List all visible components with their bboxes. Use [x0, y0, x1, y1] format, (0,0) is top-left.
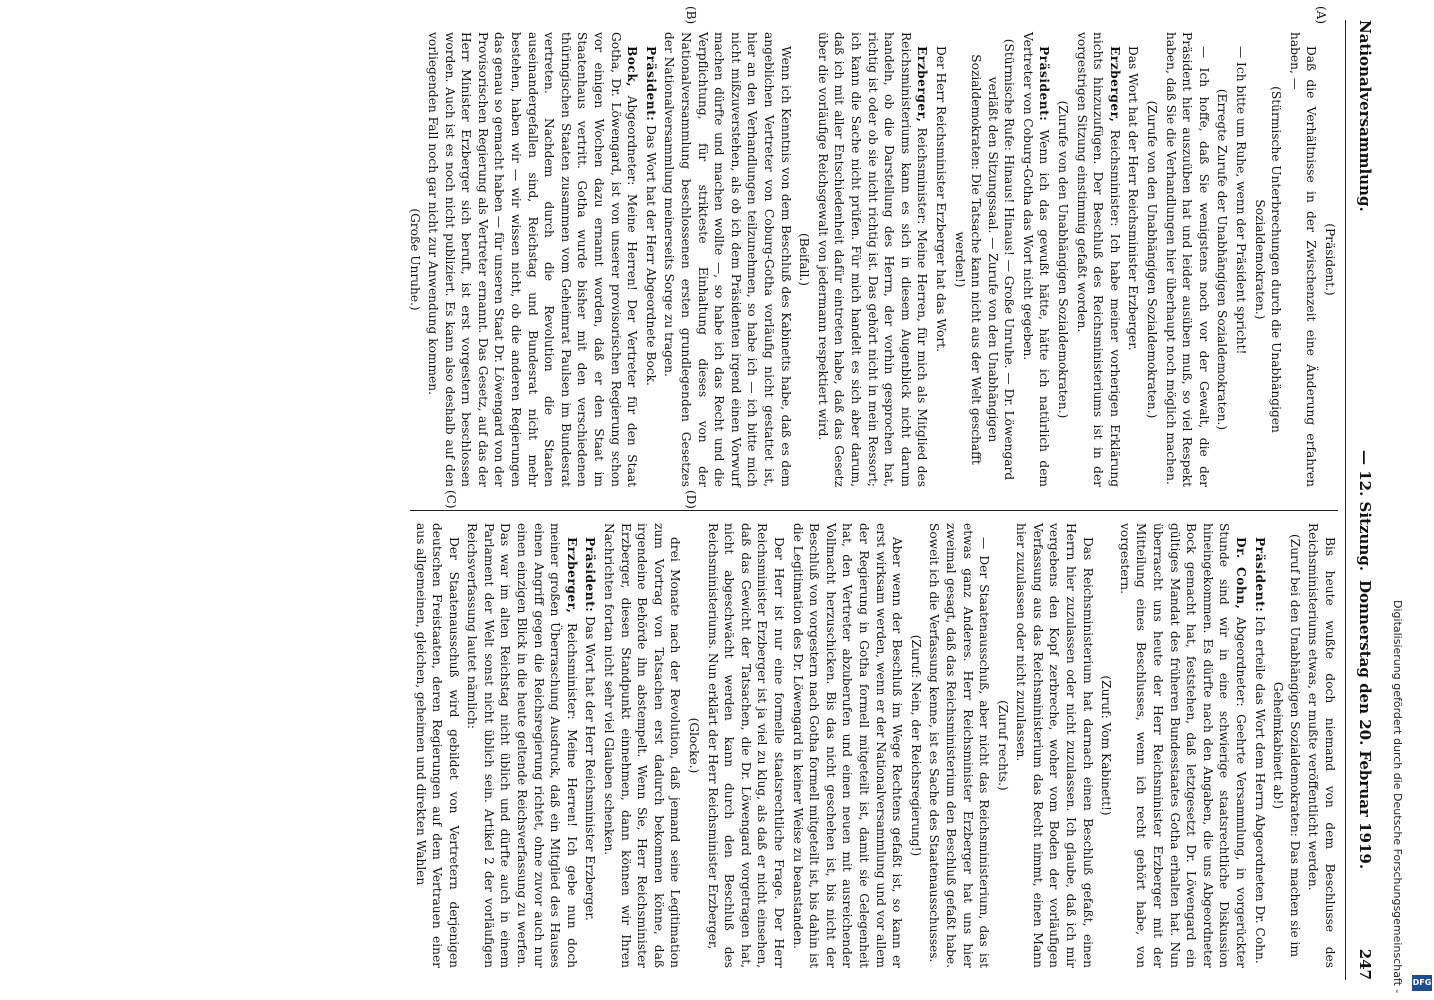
left-column — [404, 32, 1338, 487]
speech-text: Abgeordneter: Geehrte Versammlung, in vorgerückter Stunde sind wir in eine schwierige staatsrechtliche Diskussion hineingekommen. Es dürfte nach den Angaben, die uns Abgeordneter Bock gemacht hat, feststehen, daß letztgesetzt Dr. Löwengard ein gültiges Mandat des früheren Bundesstaates Gotha erhalten hat. Nun überrascht uns heute der Herr Reichsminister Erzberger mit der Mitteilung eines Beschlusses, wenn ich recht gehört habe, von vorgestern. — [1117, 523, 1249, 969]
stage-direction: (Große Unruhe.) — [407, 208, 422, 311]
stage-direction: (Stürmische Unterbrechungen durch die Unabhängigen Sozialdemokraten.) — [1252, 86, 1284, 433]
speaker-name: Erzberger, — [915, 46, 930, 123]
stage-direction: (Zurufe von den Unabhängigen Sozialdemokraten.) — [1056, 100, 1071, 419]
speaker-name: Dr. Cohn, — [1234, 537, 1249, 610]
page-number: 247 — [1356, 948, 1374, 980]
text-paragraph: Wenn ich Kenntnis von dem Beschluß des Kabinetts habe, daß es dem angeblichen Vertreter von Coburg-Gotha vorläufig nicht gestattet ist, hier an den Verhandlungen teilzunehmen, so habe ich — ich bitte mich nicht mißzuverstehen, als ob ich dem Präsidenten irgend einen Vorwurf machen dürfte und machen wollte —, so habe ich das Recht und die Verpflichtung, für strikteste Einhaltung dieses von der Nationalversammlung beschlossenen ersten grundlegenden Gesetzes der Nationalversammlung meinerseits Sorge zu tragen. — [662, 32, 793, 487]
speech-paragraph — [1019, 32, 1052, 487]
speaker-name: Erzberger, — [564, 537, 579, 614]
speech-paragraph — [425, 32, 641, 487]
header-session: — 12. Sitzung. — [1356, 450, 1374, 572]
speech-text: Reichsminister: Ich habe meiner vorherigen Erklärung nichts hinzuzufügen. Der Beschluß des Reichsministeriums ist in der vorgestrigen Sitzung einstimmig gefaßt worden. — [1074, 32, 1122, 487]
speech-paragraph — [1073, 32, 1123, 487]
stage-direction: (Präsident.) — [1323, 223, 1337, 296]
text-paragraph: Aber wenn der Beschluß im Wege Rechtens gefaßt ist, so kann er erst wirksam werden, wenn er der Nationalversammlung und vor allem der Regierung in Gotha formell mitgeteilt ist, damit sie Gelegenheit hat, den Vertreter abzuberufen und einen neuen mit ausreichender Vollmacht herzuschicken. Bis das nicht geschehen ist, bis nicht der Beschluß von vorgestern nach Gotha formell mitgeteilt ist, bis dahin ist die Legitimation des Dr. Löwengard in keiner Weise zu beanstanden. — [790, 523, 905, 968]
margin-mark-b: (B) — [684, 6, 698, 25]
speech-text: Das Wort hat der Herr Reichsminister Erzberger. — [583, 612, 598, 921]
text-paragraph: Daß die Verhältnisse in der Zwischenzeit eine Änderung erfahren haben, — — [1287, 32, 1319, 487]
speaker-name: Präsident: — [1037, 46, 1052, 122]
stage-direction: (Zurufe von den Unabhängigen Sozialdemokraten.) — [1145, 100, 1160, 419]
margin-mark-a: (A) — [1314, 6, 1328, 25]
text-paragraph: Bis heute wußte doch niemand von dem Beschlusse des Reichsministeriums etwas, er mußte veröffentlicht werden. — [1306, 523, 1337, 968]
text-paragraph: Der Staatenausschuß wird gebildet von Vertretern derjenigen deutschen Freistaaten, deren Regierungen auf dem Vertrauen einer aus allgemeinen, gleichen, geheimen und direkten Wahlen — [413, 523, 461, 968]
stage-direction: (Erregte Zurufe der Unabhängigen Sozialdemokraten.) — [1215, 88, 1230, 431]
speech-paragraph — [464, 523, 580, 968]
dfg-logo: DFG — [1412, 975, 1432, 991]
margin-mark-d: (D) — [684, 490, 698, 509]
text-paragraph: Das Wort hat der Herr Reichsminister Erzberger. — [1126, 46, 1141, 351]
header-date: Donnerstag den 20. Februar 1919. — [1356, 580, 1374, 870]
speaker-name: Erzberger, — [1107, 46, 1122, 123]
text-paragraph: Das Reichsministerium hat darnach einen Beschluß gefaßt, einen Herrn hier zuzulassen oder nicht zuzulassen. Ich glaube, daß ich mir vergebens den Kopf zerbreche, woher vom Boden der vorläufigen Verfassung aus das Reichsministerium das Recht nimmt, einen Mann hier zuzulassen oder nicht zuzulassen. — [1014, 523, 1095, 968]
speech-paragraph — [642, 32, 659, 487]
speech-paragraph — [1116, 523, 1249, 968]
stage-direction: (Zuruf rechts.) — [995, 700, 1010, 791]
page-header — [1345, 20, 1386, 980]
stage-direction: (Stürmische Rufe: Hinaus! Hinaus! — Große Unruhe. — Dr. Löwengard verläßt den Sitzungssaal. — Zurufe von den Unabhängigen Sozialdemokraten: Die Tatsache kann nicht aus der Welt geschafft werden!) — [952, 38, 1017, 481]
speech-paragraph — [814, 32, 930, 487]
digitization-note: Digitalisierung gefördert durch die Deutsche Forschungsgemeinschaft - — [1391, 600, 1404, 994]
speaker-name: Bock, — [625, 46, 640, 88]
text-paragraph: — Ich hoffe, daß Sie wenigstens noch vor der Gewalt, die der Präsident hier auszuüben hat und leider ausüben muß, so viel Respekt haben, daß Sie die Verhandlungen hier überhaupt noch möglich machen. — [1163, 32, 1211, 487]
text-paragraph: — Ich bitte um Ruhe, wenn der Präsident spricht! — [1234, 46, 1249, 355]
text-paragraph: Der Herr ist nur eine formelle staatsrechtliche Frage. Der Herr Reichsminister Erzberger ist ja viel zu klug, als daß er nicht einsehen, daß das Gewicht der Tatsachen, die Dr. Löwengard vorgetragen hat, nicht abgeschwächt werden kann durch den Beschluß des Reichsministeriums. Nun erklärt der Herr Reichsminister Erzberger, — [705, 523, 786, 968]
speech-text: Das Wort hat der Herr Abgeordnete Bock. — [643, 121, 658, 386]
text-paragraph: drei Monate nach der Revolution, daß jemand seine Legitimation zum Vortrag von Tatsachen erst dadurch bekommen könne, daß irgendeine Behörde ihn abstempelt. Wenn Sie, Herr Reichsminister Erzberger, diesen Standpunkt einnehmen, dann können wir Ihren Nachrichten fortan nicht sehr viel Glauben schenken. — [602, 523, 683, 968]
speech-text: Abgeordneter: Meine Herren! Der Vertreter für den Staat Gotha, Dr. Löwengard, ist von unserer provisorischen Regierung schon vor einigen Wochen dazu ernannt worden, daß er den Staat im Staatenhaus vertritt. Gotha wurde bisher mit den verschiedenen thüringischen Staaten zusammen vom Geheimrat Paulsen im Bundesrat vertreten. Nachdem durch die Revolution die Staaten auseinandergefallen sind, Reichstag und Bundesrat nicht mehr bestehen, haben wir — wir wissen nicht, ob die anderen Regierungen das genau so gemacht haben — für unseren Staat Dr. Löwengard von der Provisorischen Regierung als Vertreter ernannt. Das Gesetz, auf das der Herr Minister Erzberger sich beruft, ist erst vorgestern beschlossen worden. Auch ist es noch nicht publiziert. Es kann also deshalb auf den vorliegenden Fall noch gar nicht zur Anwendung kommen. — [426, 32, 640, 487]
text-paragraph: Der Herr Reichsminister Erzberger hat das Wort. — [933, 46, 948, 352]
speech-text: Ich erteile das Wort dem Herrn Abgeordneten Dr. Cohn. — [1252, 612, 1267, 964]
stage-direction: (Zuruf: Vom Kabinett!) — [1099, 675, 1114, 816]
text-paragraph: — Der Staatenausschuß, aber nicht das Reichsministerium, das ist etwas ganz Anderes. Herr Reichsminister Erzberger hat uns hier zweimal gesagt, daß das Reichsministerium den Beschluß gefaßt habe. Soweit ich die Verfassung kenne, ist es Sache des Staatenausschusses. — [927, 523, 992, 968]
stage-direction: (Beifall.) — [797, 232, 812, 287]
stage-direction: (Zuruf: Nein, der Reichsregierung!) — [908, 634, 923, 857]
speech-text: Reichsminister: Meine Herren, für mich als Mitglied des Reichsministeriums kann es sich in diesem Augenblick nicht darum handeln, ob die Darstellung des Herrn, der vorhin gesprochen hat, richtig ist oder ob sie nicht richtig ist. Das gehört nicht in mein Ressort; ich kann die Sache nicht prüfen. Für mich handelt es sich aber darum, daß ich mit aller Entschiedenheit dafür eintreten habe, daß das Gesetz über die vorläufige Reichsgewalt von jedermann respektiert wird. — [815, 32, 930, 487]
speech-paragraph — [582, 523, 599, 968]
speaker-name: Präsident: — [643, 46, 658, 122]
header-title: Nationalversammlung. — [1356, 20, 1374, 212]
right-column — [410, 510, 1338, 968]
speaker-name: Präsident: — [583, 537, 598, 613]
stage-direction: (Glocke.) — [687, 717, 702, 774]
speech-text: Wenn ich das gewußt hätte, hätte ich natürlich dem Vertreter von Coburg-Gotha das Wort nicht gegeben. — [1020, 32, 1052, 487]
speech-paragraph — [1251, 523, 1268, 968]
speaker-name: Präsident: — [1252, 537, 1267, 613]
speech-text: Reichsminister: Meine Herren! Ich gebe nun doch meiner großen Überraschung Ausdruck, daß ein Mitglied des Hauses einen Angriff gegen die Reichsregierung richtet, ohne zuvor auch nur einen einzigen Blick in die heute geltende Reichsverfassung zu werfen. Das war im alten Reichstag nicht üblich und dürfte auch in einem Parlament der Welt sonst nicht üblich sein. Artikel 2 der vorläufigen Reichsverfassung lautet nämlich: — [465, 523, 579, 968]
margin-mark-c: (C) — [444, 490, 458, 509]
stage-direction: (Zuruf bei den Unabhängigen Sozialdemokraten: Das machen sie im Geheimkabinett ab!) — [1271, 533, 1302, 958]
